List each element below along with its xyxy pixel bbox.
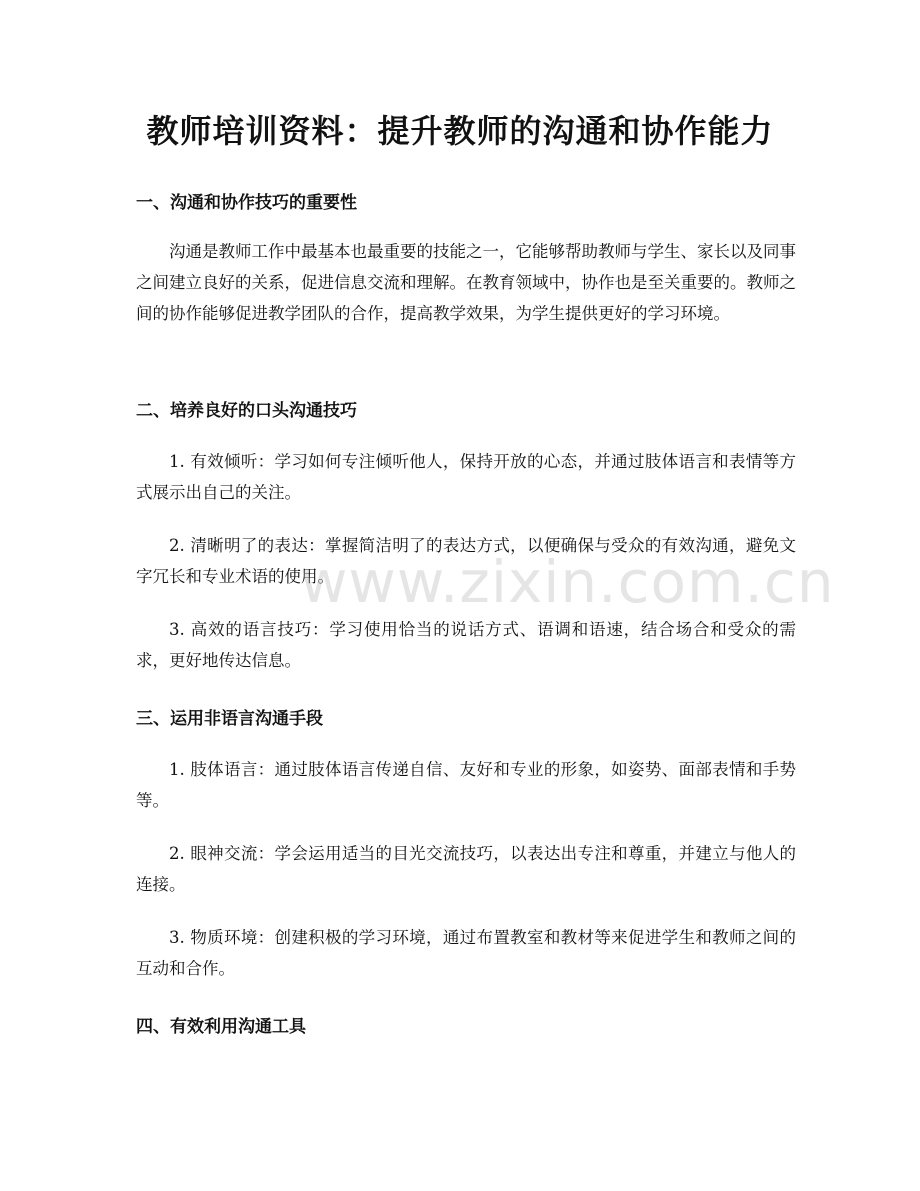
- section-heading: 三、运用非语言沟通手段: [136, 709, 323, 729]
- list-item: 2. 眼神交流：学会运用适当的目光交流技巧，以表达出专注和尊重，并建立与他人的连接。: [136, 844, 796, 894]
- section-heading: 四、有效利用沟通工具: [136, 1017, 306, 1037]
- list-item: 1. 肢体语言：通过肢体语言传递自信、友好和专业的形象，如姿势、面部表情和手势等。: [136, 760, 796, 810]
- section-heading: 一、沟通和协作技巧的重要性: [136, 193, 357, 213]
- section-nonverbal-communication: [136, 706, 796, 984]
- watermark-text: www.zixin.com.cn: [300, 548, 835, 616]
- list-item: 3. 高效的语言技巧：学习使用恰当的说话方式、语调和语速，结合场合和受众的需求，更好地传达信息。: [136, 620, 796, 670]
- section-paragraph: 沟通是教师工作中最基本也最重要的技能之一，它能够帮助教师与学生、家长以及同事之间建立良好的关系，促进信息交流和理解。在教育领域中，协作也是至关重要的。教师之间的协作能够促进教学团队的合作，提高教学效果，为学生提供更好的学习环境。: [136, 242, 796, 323]
- list-item: 3. 物质环境：创建积极的学习环境，通过布置教室和教材等来促进学生和教师之间的互动和合作。: [136, 928, 796, 978]
- section-communication-tools: [136, 1014, 796, 1040]
- section-importance: [136, 190, 796, 329]
- list-item: 2. 清晰明了的表达：掌握简洁明了的表达方式，以便确保与受众的有效沟通，避免文字冗长和专业术语的使用。: [136, 536, 796, 586]
- section-heading: 二、培养良好的口头沟通技巧: [136, 401, 357, 421]
- list-item: 1. 有效倾听：学习如何专注倾听他人，保持开放的心态，并通过肢体语言和表情等方式展示出自己的关注。: [136, 452, 796, 502]
- section-oral-communication: [136, 398, 796, 676]
- document-title: 教师培训资料：提升教师的沟通和协作能力: [146, 112, 774, 150]
